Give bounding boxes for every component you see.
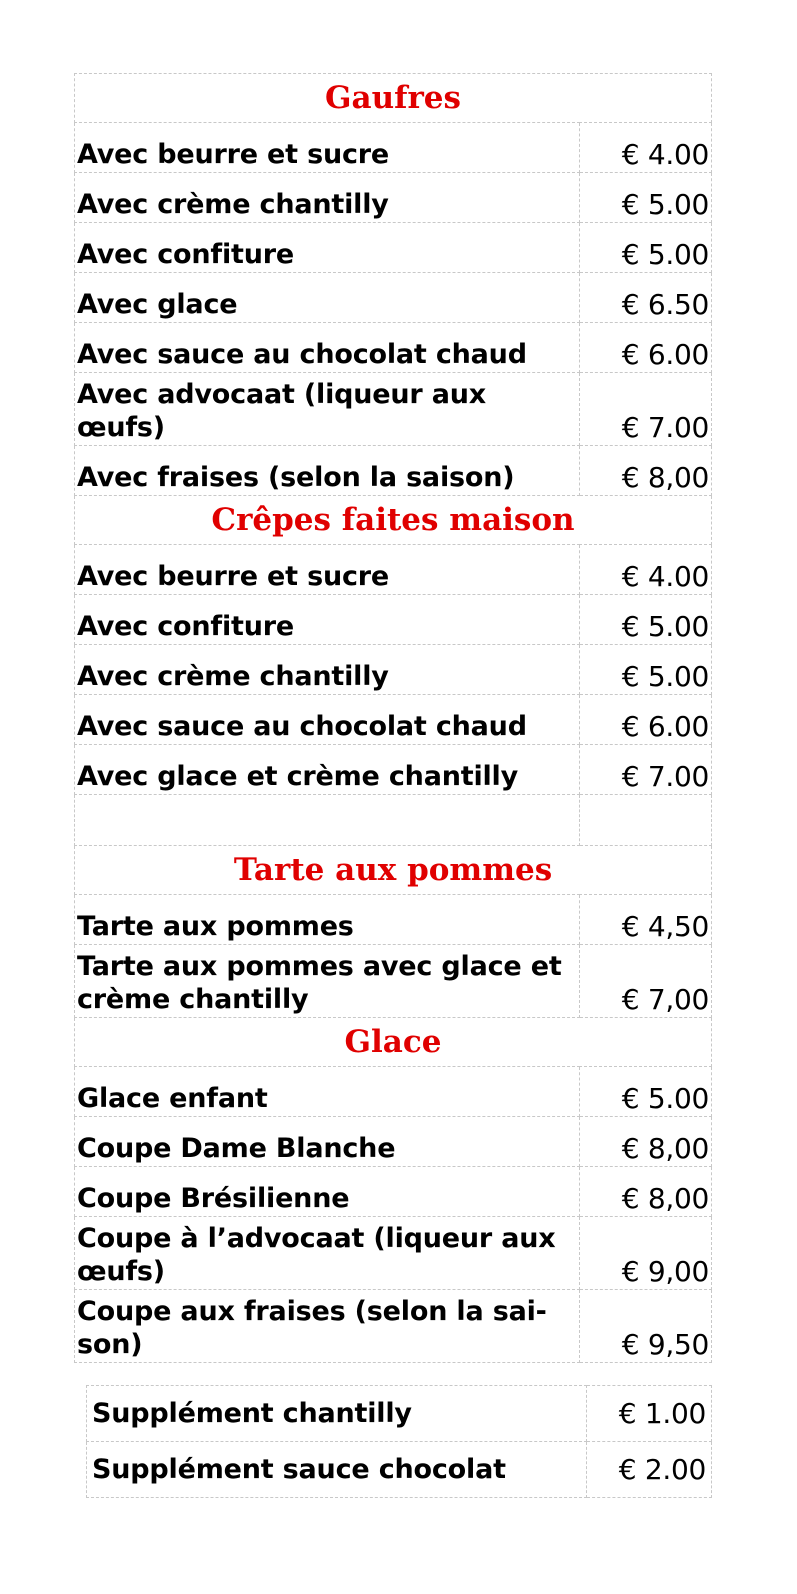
empty-cell (580, 795, 712, 846)
item-price: € 8,00 (580, 446, 712, 496)
item-name: Avec beurre et sucre (75, 545, 580, 595)
section-title: Tarte aux pommes (75, 846, 712, 895)
menu-item-row (75, 123, 712, 173)
section-title: Glace (75, 1018, 712, 1067)
item-price: € 7,00 (580, 945, 712, 1018)
menu-item-row (75, 1067, 712, 1117)
menu-item-row (75, 446, 712, 496)
item-price: € 4,50 (580, 895, 712, 945)
item-name: Avec sauce au chocolat chaud (75, 695, 580, 745)
supplement-row (87, 1442, 712, 1498)
section-header-glace (75, 1018, 712, 1067)
menu-item-row (75, 945, 712, 1018)
menu-item-row (75, 745, 712, 795)
item-price: € 6.00 (580, 323, 712, 373)
menu-item-row (75, 1290, 712, 1363)
item-price: € 8,00 (580, 1167, 712, 1217)
item-name: Avec crème chantilly (75, 645, 580, 695)
menu-item-row (75, 1217, 712, 1290)
item-name: Tarte aux pommes (75, 895, 580, 945)
section-header-crepes (75, 496, 712, 545)
section-header-gaufres (75, 74, 712, 123)
item-price: € 9,50 (580, 1290, 712, 1363)
item-price: € 5.00 (580, 1067, 712, 1117)
menu-item-row (75, 1117, 712, 1167)
item-name: Coupe aux fraises (selon la sai-son) (75, 1290, 580, 1363)
item-price: € 6.50 (580, 273, 712, 323)
supplement-name: Supplément sauce chocolat (87, 1442, 587, 1498)
item-name: Avec glace (75, 273, 580, 323)
item-name: Avec glace et crème chantilly (75, 745, 580, 795)
item-price: € 4.00 (580, 545, 712, 595)
item-price: € 8,00 (580, 1117, 712, 1167)
item-name: Coupe Brésilienne (75, 1167, 580, 1217)
menu-item-row (75, 645, 712, 695)
item-price: € 4.00 (580, 123, 712, 173)
item-price: € 9,00 (580, 1217, 712, 1290)
menu-item-row (75, 895, 712, 945)
item-price: € 6.00 (580, 695, 712, 745)
menu-item-row (75, 373, 712, 446)
blank-row (75, 795, 712, 846)
supplement-row (87, 1386, 712, 1442)
item-name: Coupe Dame Blanche (75, 1117, 580, 1167)
item-name: Avec fraises (selon la saison) (75, 446, 580, 496)
menu-item-row (75, 1167, 712, 1217)
item-name: Avec advocaat (liqueur aux œufs) (75, 373, 580, 446)
item-price: € 5.00 (580, 223, 712, 273)
menu-item-row (75, 695, 712, 745)
menu-item-row (75, 595, 712, 645)
section-title: Crêpes faites maison (75, 496, 712, 545)
item-price: € 5.00 (580, 173, 712, 223)
supplements-table (86, 1385, 712, 1498)
item-name: Avec crème chantilly (75, 173, 580, 223)
section-header-tarte (75, 846, 712, 895)
item-price: € 5.00 (580, 595, 712, 645)
supplement-price: € 1.00 (587, 1386, 712, 1442)
supplement-price: € 2.00 (587, 1442, 712, 1498)
empty-cell (75, 795, 580, 846)
item-name: Tarte aux pommes avec glace et crème chantilly (75, 945, 580, 1018)
item-name: Avec sauce au chocolat chaud (75, 323, 580, 373)
item-name: Coupe à l’advocaat (liqueur aux œufs) (75, 1217, 580, 1290)
menu-item-row (75, 273, 712, 323)
item-name: Avec beurre et sucre (75, 123, 580, 173)
supplement-name: Supplément chantilly (87, 1386, 587, 1442)
item-price: € 7.00 (580, 745, 712, 795)
item-price: € 7.00 (580, 373, 712, 446)
item-name: Avec confiture (75, 595, 580, 645)
item-name: Glace enfant (75, 1067, 580, 1117)
menu-item-row (75, 545, 712, 595)
item-name: Avec confiture (75, 223, 580, 273)
section-title: Gaufres (75, 74, 712, 123)
menu-table (74, 73, 712, 1363)
menu-item-row (75, 173, 712, 223)
menu-item-row (75, 323, 712, 373)
item-price: € 5.00 (580, 645, 712, 695)
menu-item-row (75, 223, 712, 273)
